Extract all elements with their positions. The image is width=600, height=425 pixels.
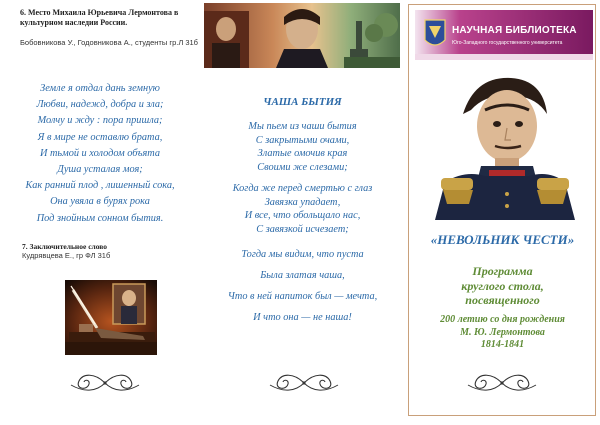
- poem-middle: [200, 120, 405, 328]
- still-life-image: [65, 280, 157, 355]
- collage-banner-image: [204, 3, 400, 68]
- panel-cover: [405, 0, 600, 425]
- library-subtitle: Юго-Западного государственного университета: [452, 40, 563, 46]
- program-line: посвященного: [465, 293, 540, 307]
- poem-title: ЧАША БЫТИЯ: [263, 96, 342, 108]
- section-7-authors: Кудрявцева Е., гр ФЛ 31б: [22, 251, 111, 260]
- lermontov-portrait: [425, 70, 583, 220]
- flourish-ornament: [264, 371, 344, 395]
- program-heading: [405, 264, 600, 308]
- poem-line: С закрытыми очами,: [255, 134, 350, 146]
- cover-title: «НЕВОЛЬНИК ЧЕСТИ»: [430, 232, 575, 247]
- poem-line: И тьмой и холодом объята: [39, 147, 161, 159]
- program-line: Программа: [472, 264, 533, 278]
- poem-line: С завязкой исчезает;: [256, 223, 349, 235]
- poem-line: Златые омочив края: [257, 148, 348, 160]
- poem-left: [0, 81, 200, 227]
- anniversary-line: М. Ю. Лермонтова: [460, 326, 545, 338]
- poem-line: Была златая чаша,: [260, 269, 345, 281]
- poem-line: Завязка упадает,: [264, 196, 341, 208]
- poem-line: [200, 237, 405, 244]
- poem-line: Земле я отдал дань земную: [40, 83, 160, 94]
- poem-line: Когда же перед смертью с глаз: [232, 182, 373, 194]
- anniversary-text: [405, 314, 600, 352]
- section-7-heading: 7. Заключительное слово: [22, 242, 108, 251]
- poem-line: Молчу и жду : пора пришла;: [37, 115, 163, 127]
- poem-line: Что в ней напиток был — мечта,: [227, 290, 378, 302]
- section-6-authors: Бобовникова У., Годовникова А., студенты гр.Л 31б: [20, 38, 198, 47]
- anniversary-line: 1814-1841: [480, 339, 525, 350]
- poem-line: И все, что обольщало нас,: [244, 210, 361, 222]
- panel-left: [0, 0, 200, 425]
- poem-line: Она увяла в бурях рока: [50, 196, 150, 208]
- flourish-ornament: [462, 371, 542, 395]
- anniversary-line: 200 летию со дня рождения: [440, 314, 565, 325]
- poem-line: Тогда мы видим, что пуста: [241, 248, 364, 260]
- program-line: круглого стола,: [461, 278, 544, 293]
- poem-line: Я в мире не оставлю брата,: [37, 131, 163, 143]
- poem-line: [200, 175, 405, 182]
- poem-line: Под знойным сонном бытия.: [36, 212, 164, 224]
- poem-line: Мы пьем из чаши бытия: [248, 121, 357, 132]
- poem-line: Своими же слезами;: [257, 162, 348, 174]
- library-title: НАУЧНАЯ БИБЛИОТЕКА: [452, 25, 577, 36]
- library-banner: [415, 10, 593, 60]
- poem-line: И что она — не наша!: [253, 311, 352, 323]
- poem-line: Любви, надежд, добра и зла;: [36, 99, 164, 111]
- flourish-ornament: [65, 371, 145, 395]
- section-6-heading: 6. Место Михаила Юрьевича Лермонтова в культурном наследии России.: [20, 8, 179, 27]
- poem-line: Как ранний плод , лишенный сока,: [25, 180, 175, 192]
- panel-middle: [200, 0, 405, 425]
- poem-line: Душа усталая моя;: [57, 164, 143, 176]
